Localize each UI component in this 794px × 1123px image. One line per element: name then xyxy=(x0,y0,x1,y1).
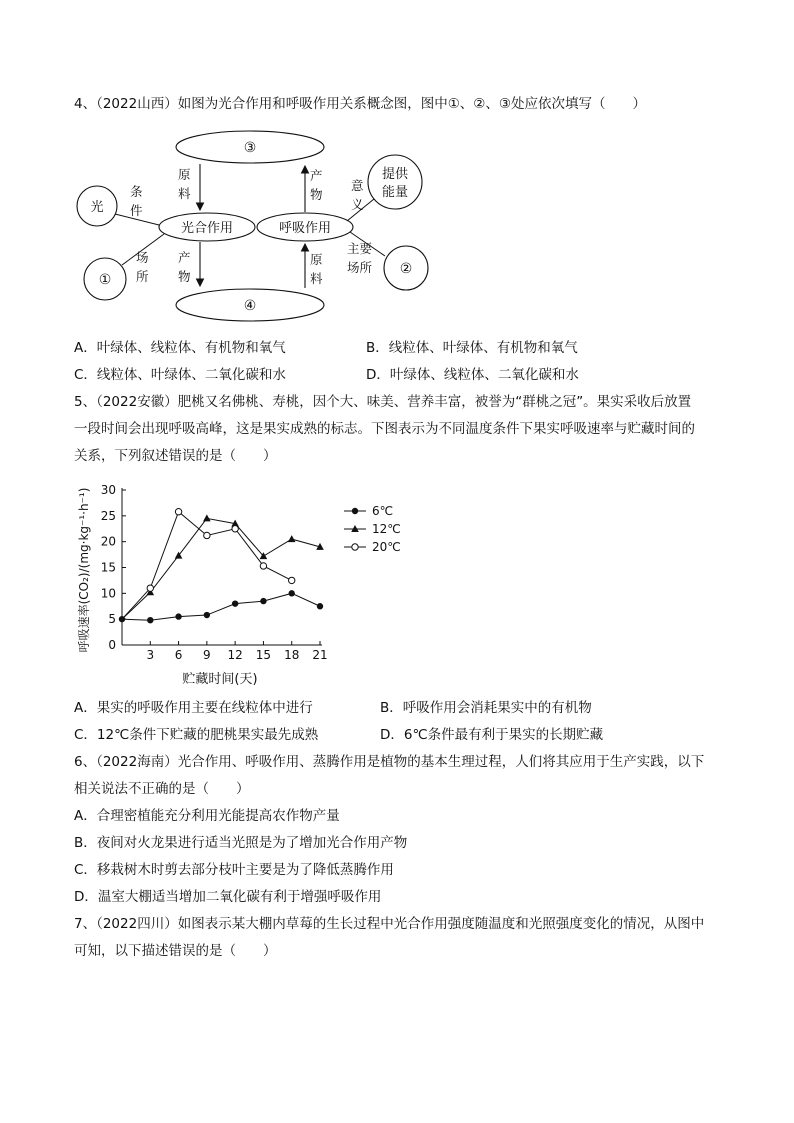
cond-label-2: 件 xyxy=(130,203,143,218)
q5-option-b[interactable]: B．呼吸作用会消耗果实中的有机物 xyxy=(380,700,592,716)
q4-option-c[interactable]: C．线粒体、叶绿体、二氧化碳和水 xyxy=(74,367,286,383)
energy-circle xyxy=(368,155,422,209)
main-place-label-2: 场所 xyxy=(347,260,373,275)
raw-label-bottom-2: 料 xyxy=(310,271,323,286)
data-point xyxy=(288,535,296,542)
y-tick-label: 15 xyxy=(100,560,116,575)
prod-label-bottom-1: 产 xyxy=(178,250,191,265)
q7-stem-line1: 7、（2022四川）如图表示某大棚内草莓的生长过程中光合作用强度随温度和光照强度变化的情况，从图中 xyxy=(74,916,705,932)
legend-label: 20℃ xyxy=(372,540,401,554)
legend-marker xyxy=(352,544,358,550)
legend-item xyxy=(344,540,401,554)
x-tick-label: 21 xyxy=(312,648,328,662)
bottom-oval-label: ④ xyxy=(243,298,257,314)
data-point xyxy=(232,600,238,606)
y-tick-label: 20 xyxy=(100,534,116,549)
circle-2-label: ② xyxy=(399,261,413,277)
q5-stem-line2: 一段时间会出现呼吸高峰，这是果实成熟的标志。下图表示为不同温度条件下果实呼吸速率与贮藏时间的 xyxy=(74,421,695,437)
q6-option-b[interactable]: B．夜间对火龙果进行适当光照是为了增加光合作用产物 xyxy=(74,835,408,851)
cond-label-1: 条 xyxy=(130,184,143,199)
data-point xyxy=(260,598,266,604)
prod-label-top-2: 物 xyxy=(310,187,323,202)
meaning-label-1: 意 xyxy=(351,178,364,193)
respiration-label: 呼吸作用 xyxy=(278,221,332,236)
q5-stem-line1: 5、（2022安徽）肥桃又名佛桃、寿桃，因个大、味美、营养丰富，被誉为“群桃之冠”。果实采收后放置 xyxy=(74,394,692,410)
data-point xyxy=(147,585,153,591)
legend-label: 6℃ xyxy=(372,504,394,518)
q4-concept-diagram xyxy=(72,126,452,314)
x-tick-label: 9 xyxy=(203,648,211,662)
series-line xyxy=(122,518,320,619)
q5-option-d[interactable]: D．6℃条件最有利于果实的长期贮藏 xyxy=(380,727,604,743)
top-oval-label: ③ xyxy=(243,140,257,156)
q6-option-c[interactable]: C．移栽树木时剪去部分枝叶主要是为了降低蒸腾作用 xyxy=(74,862,394,878)
data-point xyxy=(317,603,323,609)
start-data-point xyxy=(119,616,125,622)
respiration-rate-chart xyxy=(74,475,414,690)
chart-legend xyxy=(344,504,401,554)
legend-item xyxy=(344,504,393,518)
q5-stem-line3: 关系，下列叙述错误的是（ ） xyxy=(74,448,277,464)
raw-label-bottom-1: 原 xyxy=(310,252,323,267)
q5-option-c[interactable]: C．12℃条件下贮藏的肥桃果实最先成熟 xyxy=(74,727,319,743)
x-tick-label: 18 xyxy=(284,648,300,662)
main-place-label-1: 主要 xyxy=(347,241,373,256)
q7-stem-line2: 可知，以下描述错误的是（ ） xyxy=(74,943,277,959)
q6-stem-line2: 相关说法不正确的是（ ） xyxy=(74,781,250,797)
q4-option-d[interactable]: D．叶绿体、线粒体、二氧化碳和水 xyxy=(366,367,579,383)
q4-stem: 4、（2022山西）如图为光合作用和呼吸作用关系概念图，图中①、②、③处应依次填写（ ） xyxy=(74,96,647,112)
chart-x-axis-label: 贮藏时间(天) xyxy=(182,672,258,687)
y-tick-label: 5 xyxy=(108,612,116,627)
energy-label-2: 能量 xyxy=(381,185,409,200)
q4-option-b[interactable]: B．线粒体、叶绿体、有机物和氧气 xyxy=(366,340,578,356)
data-point xyxy=(175,613,181,619)
q4-option-a[interactable]: A．叶绿体、线粒体、有机物和氧气 xyxy=(74,340,286,356)
data-point xyxy=(147,617,153,623)
chart-series xyxy=(119,509,324,624)
series-2 xyxy=(122,514,324,619)
x-tick-label: 12 xyxy=(227,648,243,662)
meaning-label-2: 义 xyxy=(351,197,364,212)
q6-stem-line1: 6、（2022海南）光合作用、呼吸作用、蒸腾作用是植物的基本生理过程，人们将其应用于生产实践，以下 xyxy=(74,754,705,770)
legend-item xyxy=(344,522,401,536)
x-tick-label: 6 xyxy=(174,648,183,662)
y-tick-label: 10 xyxy=(100,586,116,601)
photosynthesis-label: 光合作用 xyxy=(180,221,234,236)
raw-label-top-2: 料 xyxy=(178,186,191,201)
series-line xyxy=(122,593,320,620)
series-3 xyxy=(122,509,295,620)
data-point xyxy=(260,563,266,569)
legend-marker xyxy=(352,508,358,514)
data-point xyxy=(232,526,238,532)
chart-axes xyxy=(101,483,328,662)
prod-label-top-1: 产 xyxy=(310,168,323,183)
prod-label-bottom-2: 物 xyxy=(178,269,191,284)
raw-label-top-1: 原 xyxy=(178,167,191,182)
x-tick-label: 3 xyxy=(146,648,155,662)
x-tick-label: 15 xyxy=(255,648,272,662)
data-point xyxy=(203,514,211,521)
q6-option-d[interactable]: D．温室大棚适当增加二氧化碳有利于增强呼吸作用 xyxy=(74,889,382,905)
data-point xyxy=(289,590,295,596)
light-label: 光 xyxy=(90,200,104,215)
energy-label-1: 提供 xyxy=(381,167,409,182)
data-point xyxy=(289,577,295,583)
data-point xyxy=(204,532,210,538)
data-point xyxy=(204,612,210,618)
chart-y-axis-label: 呼吸速率(CO₂)/(mg·kg⁻¹·h⁻¹) xyxy=(77,487,91,653)
place-label-1: 场 xyxy=(136,250,149,265)
y-tick-label: 25 xyxy=(100,508,116,523)
q5-option-a[interactable]: A．果实的呼吸作用主要在线粒体中进行 xyxy=(74,700,313,716)
y-tick-label: 0 xyxy=(108,638,116,652)
q6-option-a[interactable]: A．合理密植能充分利用光能提高农作物产量 xyxy=(74,808,340,824)
circle-1-label: ① xyxy=(98,272,112,288)
legend-label: 12℃ xyxy=(372,522,401,536)
y-tick-label: 30 xyxy=(100,483,116,497)
data-point xyxy=(175,509,181,515)
place-label-2: 所 xyxy=(136,269,149,284)
